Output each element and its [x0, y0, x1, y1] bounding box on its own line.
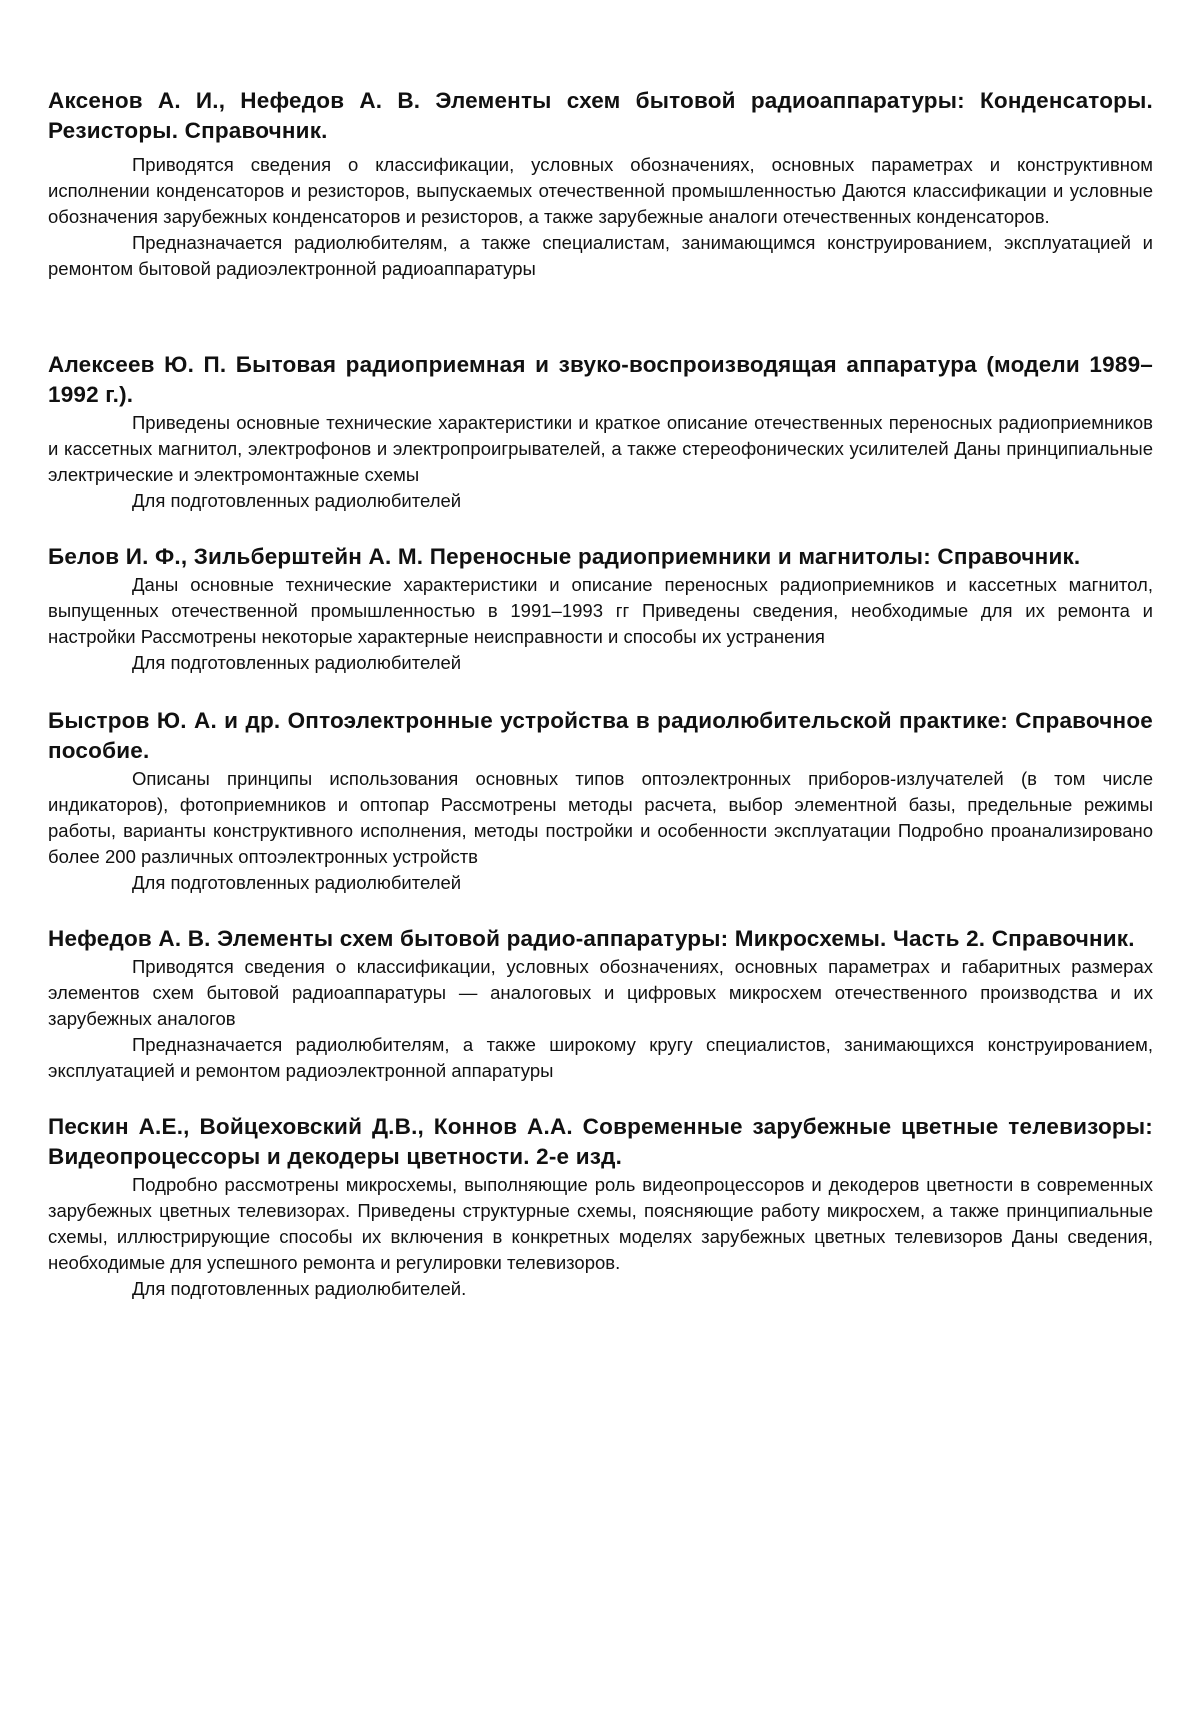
book-title: Белов И. Ф., Зильберштейн А. М. Переносные радиоприемники и магнитолы: Справочник. — [48, 544, 1081, 569]
book-catalog-page — [48, 86, 1153, 1302]
book-title: Аксенов А. И., Нефедов А. В. Элементы схем бытовой радиоаппаратуры: Конденсаторы. Резисторы. Справочник. — [48, 88, 1153, 143]
book-entry — [48, 350, 1153, 514]
book-title: Пескин А.Е., Войцеховский Д.В., Коннов А.А. Современные зарубежные цветные телевизоры: Видеопроцессоры и декодеры цветности. 2-е изд. — [48, 1114, 1153, 1169]
book-title: Алексеев Ю. П. Бытовая радиоприемная и звуко-воспроизводящая аппаратура (модели 1989–1992 г.). — [48, 352, 1153, 407]
book-title: Быстров Ю. А. и др. Оптоэлектронные устройства в радиолюбительской практике: Справочное пособие. — [48, 708, 1153, 763]
book-audience: Для подготовленных радиолюбителей — [132, 652, 462, 673]
book-audience: Предназначается радиолюбителям, а также широкому кругу специалистов, занимающихся конструированием, эксплуатацией и ремонтом радиоэлектронной аппаратуры — [48, 1034, 1153, 1081]
book-entry — [48, 542, 1153, 676]
book-entry — [48, 924, 1153, 1084]
book-description: Описаны принципы использования основных типов оптоэлектронных приборов-излучателей (в том числе индикаторов), фотоприемников и оптопар Рассмотрены методы расчета, выбор элементной базы, предельные режимы работы, варианты конструктивного исполнения, методы постройки и особенности эксплуатации Подробно проанализировано более 200 различных оптоэлектронных устройств — [48, 768, 1153, 867]
book-description: Приводятся сведения о классификации, условных обозначениях, основных параметрах и конструктивном исполнении конденсаторов и резисторов, выпускаемых отечественной промышленностью Даются классификации и условные обозначения зарубежных конденсаторов и резисторов, а также зарубежные аналоги отечественных конденсаторов. — [48, 154, 1153, 227]
book-description: Подробно рассмотрены микросхемы, выполняющие роль видеопроцессоров и декодеров цветности в современных зарубежных цветных телевизорах. Приведены структурные схемы, поясняющие работу микросхем, а также принципиальные схемы, иллюстрирующие способы их включения в конкретных моделях зарубежных цветных телевизоров Даны сведения, необходимые для успешного ремонта и регулировки телевизоров. — [48, 1174, 1153, 1273]
book-description: Приведены основные технические характеристики и краткое описание отечественных переносных радиоприемников и кассетных магнитол, электрофонов и электропроигрывателей, а также стереофонических усилителей Даны принципиальные электрические и электромонтажные схемы — [48, 412, 1153, 485]
book-audience: Для подготовленных радиолюбителей. — [132, 1278, 467, 1299]
book-entry — [48, 1112, 1153, 1302]
book-audience: Для подготовленных радиолюбителей — [132, 490, 462, 511]
book-audience: Для подготовленных радиолюбителей — [132, 872, 462, 893]
book-entry — [48, 706, 1153, 896]
book-description: Даны основные технические характеристики и описание переносных радиоприемников и кассетных магнитол, выпущенных отечественной промышленностью в 1991–1993 гг Приведены сведения, необходимые для их ремонта и настройки Рассмотрены некоторые характерные неисправности и способы их устранения — [48, 574, 1153, 647]
book-audience: Предназначается радиолюбителям, а также специалистам, занимающимся конструированием, эксплуатацией и ремонтом бытовой радиоэлектронной радиоаппаратуры — [48, 232, 1153, 279]
book-entry — [48, 86, 1153, 282]
book-description: Приводятся сведения о классификации, условных обозначениях, основных параметрах и габаритных размерах элементов схем бытовой радиоаппаратуры — аналоговых и цифровых микросхем отечественного производства и их зарубежных аналогов — [48, 956, 1153, 1029]
book-title: Нефедов А. В. Элементы схем бытовой радио-аппаратуры: Микросхемы. Часть 2. Справочник. — [48, 926, 1135, 951]
